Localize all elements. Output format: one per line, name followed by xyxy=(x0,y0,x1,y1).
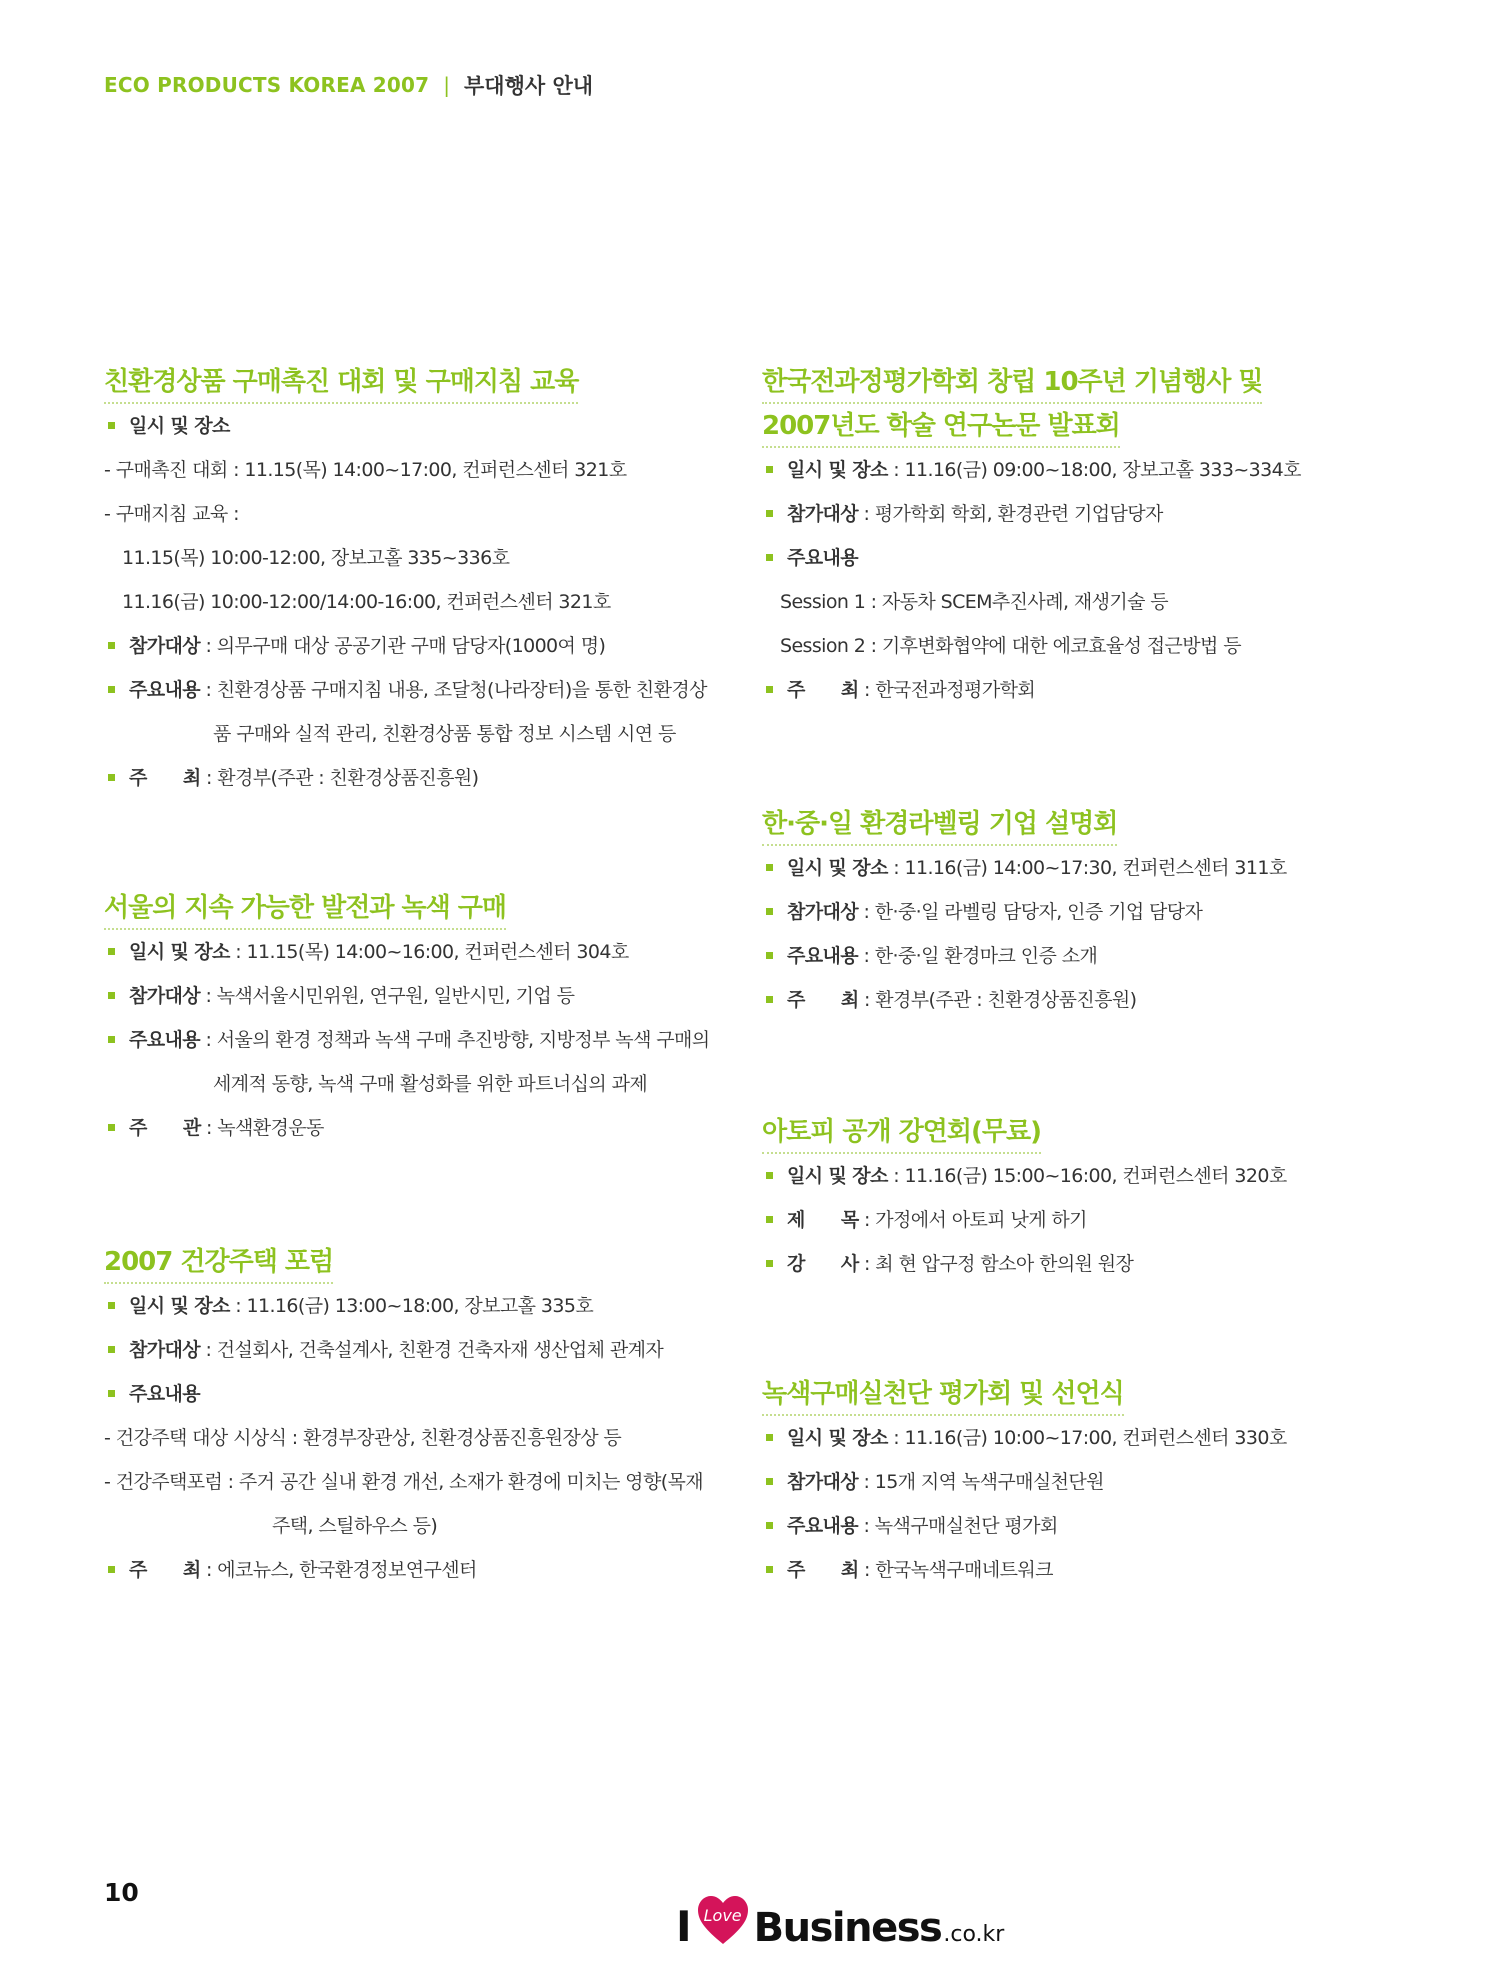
footer-logo xyxy=(676,1892,1005,1951)
event-atopy-lecture xyxy=(762,1110,1402,1286)
heart-icon xyxy=(696,1894,750,1948)
bullet-icon xyxy=(108,1566,115,1573)
info-row: 일시 및 장소 : 11.15(목) 14:00~16:00, 컨퍼런스센터 304호 xyxy=(104,930,744,974)
info-row: 일시 및 장소 : 11.16(금) 15:00~16:00, 컨퍼런스센터 320호 xyxy=(762,1154,1402,1198)
event-title: 친환경상품 구매촉진 대회 및 구매지침 교육 xyxy=(104,362,578,404)
info-row: 일시 및 장소 : 11.16(금) 14:00~17:30, 컨퍼런스센터 311호 xyxy=(762,846,1402,890)
bullet-icon xyxy=(766,1434,773,1441)
event-title: 2007 건강주택 포럼 xyxy=(104,1242,333,1284)
info-row: 주요내용 : 서울의 환경 정책과 녹색 구매 추진방향, 지방정부 녹색 구매의 xyxy=(104,1018,744,1062)
bullet-icon xyxy=(108,1390,115,1397)
info-row: - 건강주택포럼 : 주거 공간 실내 환경 개선, 소재가 환경에 미치는 영향(목재 xyxy=(104,1471,704,1493)
bullet-icon xyxy=(766,1260,773,1267)
event-title: 녹색구매실천단 평가회 및 선언식 xyxy=(762,1374,1124,1416)
header-section: 부대행사 안내 xyxy=(464,74,594,98)
bullet-icon xyxy=(108,1036,115,1043)
bullet-icon xyxy=(766,1172,773,1179)
bullet-icon xyxy=(766,1522,773,1529)
bullet-icon xyxy=(766,510,773,517)
bullet-icon xyxy=(766,686,773,693)
info-row: - 건강주택 대상 시상식 : 환경부장관상, 친환경상품진흥원장상 등 xyxy=(104,1427,622,1449)
event-healthy-housing-forum xyxy=(104,1240,744,1592)
info-row: 제 목 : 가정에서 아토피 낫게 하기 xyxy=(762,1198,1402,1242)
bullet-icon xyxy=(108,992,115,999)
bullet-icon xyxy=(108,948,115,955)
bullet-icon xyxy=(108,1346,115,1353)
logo-i: I xyxy=(676,1902,692,1951)
info-row: 주요내용 : 한·중·일 환경마크 인증 소개 xyxy=(762,934,1402,978)
info-row: 주요내용 : 녹색구매실천단 평가회 xyxy=(762,1504,1402,1548)
info-row: 참가대상 : 15개 지역 녹색구매실천단원 xyxy=(762,1460,1402,1504)
event-title: 한·중·일 환경라벨링 기업 설명회 xyxy=(762,804,1117,846)
info-row: 품 구매와 실적 관리, 친환경상품 통합 정보 시스템 시연 등 xyxy=(213,723,676,745)
bullet-icon xyxy=(108,642,115,649)
info-row: 주 최 : 한국전과정평가학회 xyxy=(762,668,1402,712)
event-lca-society-anniversary xyxy=(762,360,1402,712)
info-row: 11.15(목) 10:00-12:00, 장보고홀 335~336호 xyxy=(122,547,510,569)
event-title: 서울의 지속 가능한 발전과 녹색 구매 xyxy=(104,888,506,930)
logo-business: Business xyxy=(753,1905,942,1951)
info-row: 참가대상 : 건설회사, 건축설계사, 친환경 건축자재 생산업체 관계자 xyxy=(104,1328,744,1372)
logo-love: Love xyxy=(703,1906,742,1925)
info-row: 일시 및 장소 xyxy=(104,404,744,448)
page-number: 10 xyxy=(104,1878,139,1907)
bullet-icon xyxy=(108,774,115,781)
info-row: 주 최 : 환경부(주관 : 친환경상품진흥원) xyxy=(762,978,1402,1022)
bullet-icon xyxy=(766,952,773,959)
info-row: 일시 및 장소 : 11.16(금) 13:00~18:00, 장보고홀 335호 xyxy=(104,1284,744,1328)
info-row: Session 2 : 기후변화협약에 대한 에코효율성 접근방법 등 xyxy=(780,635,1241,657)
info-row: Session 1 : 자동차 SCEM추진사례, 재생기술 등 xyxy=(780,591,1169,613)
info-row: 주요내용 xyxy=(104,1372,744,1416)
info-row: 일시 및 장소 : 11.16(금) 09:00~18:00, 장보고홀 333~334호 xyxy=(762,448,1402,492)
info-row: 주요내용 : 친환경상품 구매지침 내용, 조달청(나라장터)을 통한 친환경상 xyxy=(104,668,744,712)
event-green-purchase-evaluation xyxy=(762,1372,1402,1592)
info-row: 주 최 : 한국녹색구매네트워크 xyxy=(762,1548,1402,1592)
info-row: 11.16(금) 10:00-12:00/14:00-16:00, 컨퍼런스센터 321호 xyxy=(122,591,611,613)
info-row: 주 최 : 에코뉴스, 한국환경정보연구센터 xyxy=(104,1548,744,1592)
bullet-icon xyxy=(766,1216,773,1223)
header-separator: | xyxy=(443,73,451,97)
header-brand: ECO PRODUCTS KOREA 2007 xyxy=(104,73,430,97)
info-row: - 구매촉진 대회 : 11.15(목) 14:00~17:00, 컨퍼런스센터 321호 xyxy=(104,459,627,481)
info-row: - 구매지침 교육 : xyxy=(104,503,239,525)
bullet-icon xyxy=(108,686,115,693)
bullet-icon xyxy=(766,908,773,915)
bullet-icon xyxy=(766,554,773,561)
event-title-line2: 2007년도 학술 연구논문 발표회 xyxy=(762,406,1120,448)
info-row: 주택, 스틸하우스 등) xyxy=(272,1515,438,1537)
event-seoul-green-purchase xyxy=(104,886,744,1150)
info-row: 주 관 : 녹색환경운동 xyxy=(104,1106,744,1150)
bullet-icon xyxy=(766,996,773,1003)
event-green-purchase-education xyxy=(104,360,744,800)
event-title: 아토피 공개 강연회(무료) xyxy=(762,1112,1041,1154)
info-row: 참가대상 : 평가학회 학회, 환경관련 기업담당자 xyxy=(762,492,1402,536)
logo-tld: .co.kr xyxy=(943,1921,1005,1947)
info-row: 참가대상 : 녹색서울시민위원, 연구원, 일반시민, 기업 등 xyxy=(104,974,744,1018)
info-row: 강 사 : 최 현 압구정 함소아 한의원 원장 xyxy=(762,1242,1402,1286)
bullet-icon xyxy=(108,1124,115,1131)
running-header xyxy=(104,70,593,100)
bullet-icon xyxy=(766,1478,773,1485)
event-title: 한국전과정평가학회 창립 10주년 기념행사 및 xyxy=(762,362,1262,404)
info-row: 세계적 동향, 녹색 구매 활성화를 위한 파트너십의 과제 xyxy=(213,1073,648,1095)
info-row: 참가대상 : 한·중·일 라벨링 담당자, 인증 기업 담당자 xyxy=(762,890,1402,934)
bullet-icon xyxy=(766,1566,773,1573)
bullet-icon xyxy=(108,422,115,429)
event-eco-labeling-briefing xyxy=(762,802,1402,1022)
bullet-icon xyxy=(766,466,773,473)
info-row: 주요내용 xyxy=(762,536,1402,580)
bullet-icon xyxy=(108,1302,115,1309)
info-row: 일시 및 장소 : 11.16(금) 10:00~17:00, 컨퍼런스센터 330호 xyxy=(762,1416,1402,1460)
bullet-icon xyxy=(766,864,773,871)
info-row: 주 최 : 환경부(주관 : 친환경상품진흥원) xyxy=(104,756,744,800)
info-row: 참가대상 : 의무구매 대상 공공기관 구매 담당자(1000여 명) xyxy=(104,624,744,668)
